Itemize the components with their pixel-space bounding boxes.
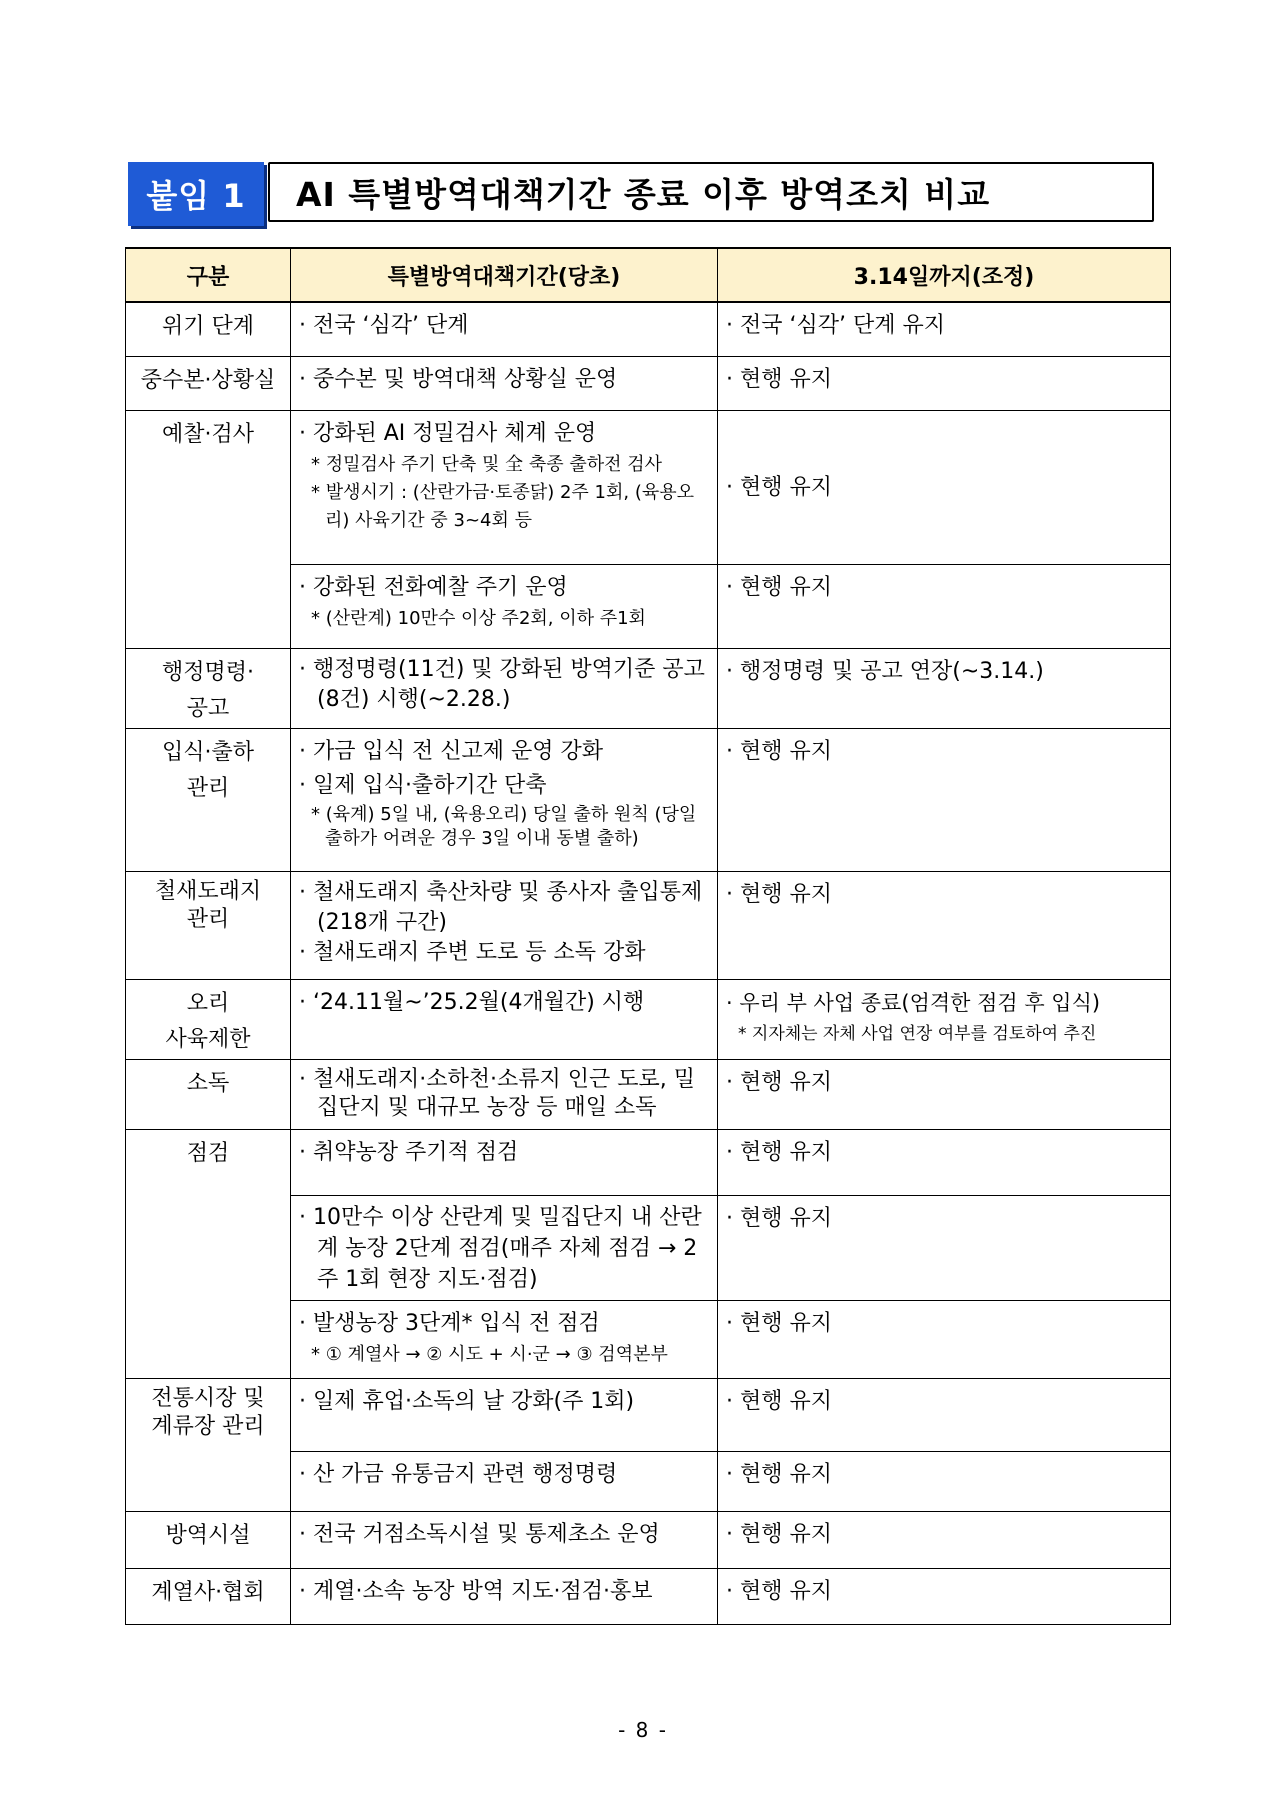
adjusted-item: · 현행 유지	[726, 738, 832, 764]
table-row	[126, 410, 1171, 564]
table-row	[126, 302, 1171, 356]
category-line: 입식·출하	[161, 739, 254, 765]
original-item: · 10만수 이상 산란계 및 밀집단지 내 산란계 농장 2단계 점검(매주 자체 점검 → 2주 1회 현장 지도·점검)	[299, 1204, 702, 1292]
category-line: 관리	[186, 906, 230, 932]
row-category	[126, 648, 291, 728]
comparison-table	[125, 247, 1171, 1625]
table-header-row	[126, 248, 1171, 302]
table-row	[126, 871, 1171, 979]
table-row	[126, 648, 1171, 728]
page-title: AI 특별방역대책기간 종료 이후 방역조치 비교	[268, 162, 1154, 222]
original-item: · 일제 입식·출하기간 단축	[299, 772, 547, 798]
table-row	[126, 1129, 1171, 1195]
original-note: * (산란계) 10만수 이상 주2회, 이하 주1회	[311, 607, 646, 629]
row-category	[126, 979, 291, 1059]
category-line: 철새도래지	[154, 878, 262, 904]
original-item: · 중수본 및 방역대책 상황실 운영	[299, 366, 618, 392]
original-item: · 행정명령(11건) 및 강화된 방역기준 공고(8건) 시행(~2.28.)	[299, 656, 705, 712]
row-category: 점검	[126, 1129, 291, 1378]
row-category	[126, 871, 291, 979]
page-number: - 8 -	[618, 1718, 668, 1742]
original-note: * 정밀검사 주기 단축 및 全 축종 출하전 검사	[311, 453, 662, 475]
table-row	[126, 1568, 1171, 1624]
adjusted-item: · 현행 유지	[726, 366, 832, 392]
title-row	[128, 162, 1158, 226]
adjusted-item: · 우리 부 사업 종료(엄격한 점검 후 입식)	[726, 990, 1101, 1015]
adjusted-item: · 현행 유지	[726, 574, 832, 600]
table-row	[126, 1378, 1171, 1451]
original-item: · 강화된 전화예찰 주기 운영	[299, 574, 568, 600]
table-row	[126, 1511, 1171, 1568]
adjusted-item: · 현행 유지	[726, 1461, 832, 1487]
category-line: 공고	[186, 695, 230, 721]
adjusted-item: · 현행 유지	[726, 1310, 832, 1336]
original-item: · 취약농장 주기적 점검	[299, 1139, 519, 1165]
original-item: · 일제 휴업·소독의 날 강화(주 1회)	[299, 1388, 635, 1414]
category-line: 사육제한	[165, 1026, 251, 1052]
original-item: · 전국 거점소독시설 및 통제초소 운영	[299, 1521, 660, 1547]
row-category	[126, 1378, 291, 1511]
header-original: 특별방역대책기간(당초)	[291, 248, 718, 302]
table-row	[126, 1059, 1171, 1129]
original-note: * ① 계열사 → ② 시도 + 시·군 → ③ 검역본부	[311, 1343, 668, 1365]
category-line: 전통시장 및	[151, 1385, 265, 1411]
adjusted-item: · 현행 유지	[726, 1139, 832, 1165]
category-line: 오리	[186, 990, 230, 1016]
header-adjusted: 3.14일까지(조정)	[718, 248, 1171, 302]
adjusted-item: · 현행 유지	[726, 1521, 832, 1547]
adjusted-item: · 현행 유지	[726, 1205, 832, 1231]
table-row	[126, 356, 1171, 410]
original-note: * (육계) 5일 내, (육용오리) 당일 출하 원칙 (당일 출하가 어려운 경우 3일 이내 동별 출하)	[311, 803, 697, 849]
original-item: · 철새도래지·소하천·소류지 인근 도로, 밀집단지 및 대규모 농장 등 매일 소독	[299, 1066, 695, 1120]
original-item: · 전국 ‘심각’ 단계	[299, 313, 469, 338]
adjusted-item: · 현행 유지	[726, 1578, 832, 1604]
original-item: · ‘24.11월~’25.2월(4개월간) 시행	[299, 989, 645, 1015]
adjusted-item: · 현행 유지	[726, 1388, 832, 1414]
original-item: · 철새도래지 주변 도로 등 소독 강화	[299, 939, 646, 965]
table-row	[126, 728, 1171, 871]
row-category: 위기 단계	[126, 302, 291, 356]
row-category: 예찰·검사	[126, 410, 291, 648]
adjusted-item: · 전국 ‘심각’ 단계 유지	[726, 313, 945, 338]
attachment-badge: 붙임 1	[128, 162, 264, 226]
original-item: · 철새도래지 축산차량 및 종사자 출입통제(218개 구간)	[299, 879, 703, 935]
adjusted-item: · 현행 유지	[726, 475, 832, 500]
category-line: 행정명령·	[161, 659, 254, 685]
header-category: 구분	[126, 248, 291, 302]
adjusted-item: · 현행 유지	[726, 881, 832, 907]
adjusted-note: * 지자체는 자체 사업 연장 여부를 검토하여 추진	[738, 1023, 1097, 1044]
row-category	[126, 728, 291, 871]
row-category: 소독	[126, 1059, 291, 1129]
adjusted-item: · 행정명령 및 공고 연장(~3.14.)	[726, 658, 1044, 684]
original-item: · 산 가금 유통금지 관련 행정명령	[299, 1461, 618, 1487]
table-row	[126, 979, 1171, 1059]
category-line: 관리	[186, 775, 230, 801]
original-item: · 발생농장 3단계* 입식 전 점검	[299, 1310, 600, 1336]
row-category: 방역시설	[126, 1511, 291, 1568]
category-line: 계류장 관리	[151, 1413, 265, 1439]
original-item: · 강화된 AI 정밀검사 체계 운영	[299, 420, 597, 446]
row-category: 계열사·협회	[126, 1568, 291, 1624]
original-item: · 계열·소속 농장 방역 지도·점검·홍보	[299, 1578, 653, 1604]
adjusted-item: · 현행 유지	[726, 1069, 832, 1095]
original-note: * 발생시기 : (산란가금·토종닭) 2주 1회, (육용오리) 사육기간 중 3~4회 등	[311, 481, 695, 531]
original-item: · 가금 입식 전 신고제 운영 강화	[299, 738, 603, 764]
row-category: 중수본·상황실	[126, 356, 291, 410]
